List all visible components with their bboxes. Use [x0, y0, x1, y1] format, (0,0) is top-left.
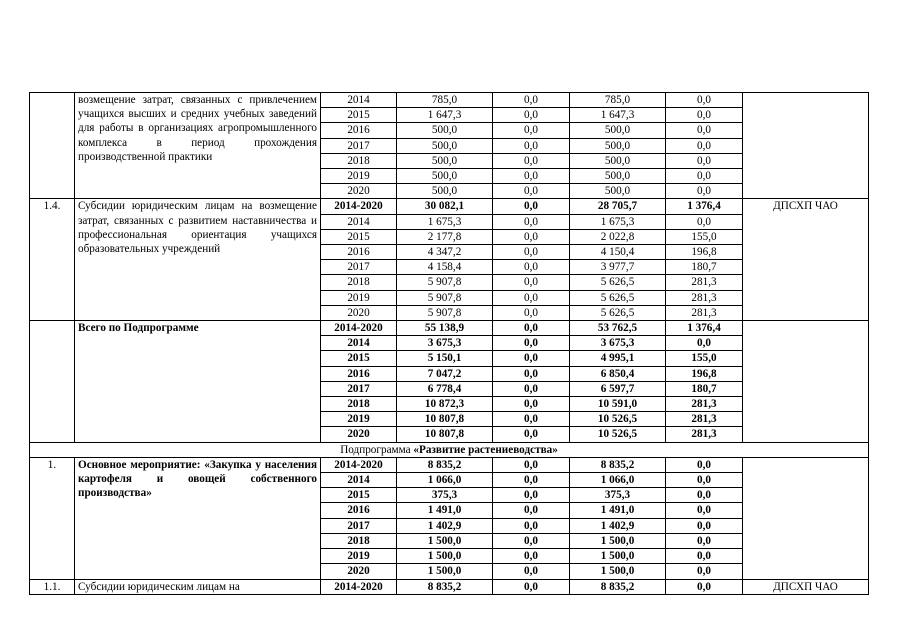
total-cell: 8 835,2 — [397, 457, 493, 472]
total-cell: 1 066,0 — [397, 473, 493, 488]
district-budget-cell: 1 500,0 — [570, 549, 666, 564]
other-sources-cell: 0,0 — [666, 564, 743, 579]
total-cell: 7 047,2 — [397, 366, 493, 381]
federal-budget-cell: 0,0 — [493, 533, 570, 548]
table-row — [30, 457, 869, 472]
district-budget-cell: 5 626,5 — [570, 305, 666, 320]
other-sources-cell: 196,8 — [666, 245, 743, 260]
other-sources-cell: 281,3 — [666, 397, 743, 412]
other-sources-cell: 0,0 — [666, 503, 743, 518]
year-cell: 2019 — [321, 412, 397, 427]
year-cell: 2016 — [321, 503, 397, 518]
total-cell: 1 500,0 — [397, 533, 493, 548]
federal-budget-cell: 0,0 — [493, 321, 570, 336]
other-sources-cell: 0,0 — [666, 138, 743, 153]
total-cell: 500,0 — [397, 184, 493, 199]
total-cell: 1 647,3 — [397, 108, 493, 123]
district-budget-cell: 4 150,4 — [570, 245, 666, 260]
federal-budget-cell: 0,0 — [493, 473, 570, 488]
district-budget-cell: 10 526,5 — [570, 412, 666, 427]
district-budget-cell: 500,0 — [570, 169, 666, 184]
total-cell: 8 835,2 — [397, 579, 493, 594]
district-budget-cell: 10 526,5 — [570, 427, 666, 442]
year-cell: 2015 — [321, 229, 397, 244]
year-cell: 2016 — [321, 366, 397, 381]
other-sources-cell: 0,0 — [666, 184, 743, 199]
executor-cell: ДПСХП ЧАО — [743, 199, 869, 321]
year-cell: 2020 — [321, 305, 397, 320]
district-budget-cell: 53 762,5 — [570, 321, 666, 336]
federal-budget-cell: 0,0 — [493, 108, 570, 123]
other-sources-cell: 0,0 — [666, 336, 743, 351]
federal-budget-cell: 0,0 — [493, 153, 570, 168]
federal-budget-cell: 0,0 — [493, 229, 570, 244]
subprogram-heading-prefix: Подпрограмма — [340, 443, 414, 456]
year-cell: 2015 — [321, 108, 397, 123]
year-cell: 2017 — [321, 518, 397, 533]
federal-budget-cell: 0,0 — [493, 260, 570, 275]
federal-budget-cell: 0,0 — [493, 214, 570, 229]
other-sources-cell: 0,0 — [666, 533, 743, 548]
district-budget-cell: 500,0 — [570, 184, 666, 199]
executor-cell — [743, 457, 869, 579]
other-sources-cell: 1 376,4 — [666, 199, 743, 214]
district-budget-cell: 8 835,2 — [570, 457, 666, 472]
year-cell: 2020 — [321, 184, 397, 199]
total-cell: 4 158,4 — [397, 260, 493, 275]
district-budget-cell: 375,3 — [570, 488, 666, 503]
table-row — [30, 321, 869, 336]
other-sources-cell: 180,7 — [666, 381, 743, 396]
year-cell: 2016 — [321, 245, 397, 260]
other-sources-cell: 0,0 — [666, 93, 743, 108]
total-cell: 375,3 — [397, 488, 493, 503]
district-budget-cell: 1 402,9 — [570, 518, 666, 533]
total-cell: 785,0 — [397, 93, 493, 108]
federal-budget-cell: 0,0 — [493, 199, 570, 214]
year-cell: 2017 — [321, 260, 397, 275]
subprogram-heading — [30, 442, 869, 457]
total-cell: 500,0 — [397, 153, 493, 168]
federal-budget-cell: 0,0 — [493, 245, 570, 260]
executor-cell — [743, 321, 869, 443]
other-sources-cell: 0,0 — [666, 579, 743, 594]
row-number — [30, 93, 75, 199]
other-sources-cell: 281,3 — [666, 412, 743, 427]
federal-budget-cell: 0,0 — [493, 381, 570, 396]
table-row — [30, 93, 869, 108]
year-cell: 2019 — [321, 549, 397, 564]
district-budget-cell: 1 675,3 — [570, 214, 666, 229]
total-cell: 500,0 — [397, 169, 493, 184]
measure-description: Всего по Подпрограмме — [75, 321, 321, 443]
other-sources-cell: 1 376,4 — [666, 321, 743, 336]
budget-table — [29, 92, 869, 595]
district-budget-cell: 1 491,0 — [570, 503, 666, 518]
district-budget-cell: 6 597,7 — [570, 381, 666, 396]
federal-budget-cell: 0,0 — [493, 503, 570, 518]
total-cell: 1 402,9 — [397, 518, 493, 533]
district-budget-cell: 28 705,7 — [570, 199, 666, 214]
total-cell: 5 907,8 — [397, 290, 493, 305]
total-cell: 10 807,8 — [397, 412, 493, 427]
other-sources-cell: 0,0 — [666, 488, 743, 503]
executor-cell: ДПСХП ЧАО — [743, 579, 869, 594]
other-sources-cell: 281,3 — [666, 305, 743, 320]
district-budget-cell: 2 022,8 — [570, 229, 666, 244]
federal-budget-cell: 0,0 — [493, 579, 570, 594]
total-cell: 30 082,1 — [397, 199, 493, 214]
year-cell: 2014-2020 — [321, 321, 397, 336]
federal-budget-cell: 0,0 — [493, 488, 570, 503]
year-cell: 2014-2020 — [321, 199, 397, 214]
other-sources-cell: 281,3 — [666, 427, 743, 442]
measure-description: Субсидии юридическим лицам на возмещение затрат, связанных с развитием наставничества и профессиональная ориентация учащихся образовательных учреждений — [75, 199, 321, 321]
federal-budget-cell: 0,0 — [493, 366, 570, 381]
other-sources-cell: 0,0 — [666, 108, 743, 123]
other-sources-cell: 0,0 — [666, 549, 743, 564]
district-budget-cell: 5 626,5 — [570, 275, 666, 290]
federal-budget-cell: 0,0 — [493, 290, 570, 305]
total-cell: 4 347,2 — [397, 245, 493, 260]
federal-budget-cell: 0,0 — [493, 93, 570, 108]
district-budget-cell: 8 835,2 — [570, 579, 666, 594]
measure-description: Основное мероприятие: «Закупка у населения картофеля и овощей собственного производства» — [75, 457, 321, 579]
federal-budget-cell: 0,0 — [493, 397, 570, 412]
other-sources-cell: 0,0 — [666, 214, 743, 229]
other-sources-cell: 0,0 — [666, 169, 743, 184]
total-cell: 1 500,0 — [397, 549, 493, 564]
year-cell: 2014-2020 — [321, 457, 397, 472]
federal-budget-cell: 0,0 — [493, 138, 570, 153]
table-row — [30, 199, 869, 214]
row-number: 1.1. — [30, 579, 75, 594]
other-sources-cell: 155,0 — [666, 229, 743, 244]
subprogram-heading-name: «Развитие растениеводства» — [413, 443, 558, 456]
district-budget-cell: 1 647,3 — [570, 108, 666, 123]
year-cell: 2014 — [321, 336, 397, 351]
district-budget-cell: 3 977,7 — [570, 260, 666, 275]
total-cell: 500,0 — [397, 123, 493, 138]
total-cell: 3 675,3 — [397, 336, 493, 351]
total-cell: 5 907,8 — [397, 275, 493, 290]
other-sources-cell: 0,0 — [666, 153, 743, 168]
other-sources-cell: 0,0 — [666, 473, 743, 488]
district-budget-cell: 1 500,0 — [570, 533, 666, 548]
federal-budget-cell: 0,0 — [493, 305, 570, 320]
year-cell: 2015 — [321, 351, 397, 366]
federal-budget-cell: 0,0 — [493, 169, 570, 184]
year-cell: 2015 — [321, 488, 397, 503]
district-budget-cell: 500,0 — [570, 123, 666, 138]
other-sources-cell: 0,0 — [666, 518, 743, 533]
total-cell: 10 807,8 — [397, 427, 493, 442]
table-row — [30, 579, 869, 594]
year-cell: 2020 — [321, 427, 397, 442]
year-cell: 2019 — [321, 290, 397, 305]
total-cell: 5 907,8 — [397, 305, 493, 320]
federal-budget-cell: 0,0 — [493, 123, 570, 138]
other-sources-cell: 281,3 — [666, 275, 743, 290]
total-cell: 1 675,3 — [397, 214, 493, 229]
district-budget-cell: 5 626,5 — [570, 290, 666, 305]
federal-budget-cell: 0,0 — [493, 351, 570, 366]
other-sources-cell: 196,8 — [666, 366, 743, 381]
district-budget-cell: 6 850,4 — [570, 366, 666, 381]
total-cell: 55 138,9 — [397, 321, 493, 336]
district-budget-cell: 500,0 — [570, 153, 666, 168]
year-cell: 2014 — [321, 214, 397, 229]
district-budget-cell: 1 066,0 — [570, 473, 666, 488]
year-cell: 2014 — [321, 93, 397, 108]
other-sources-cell: 281,3 — [666, 290, 743, 305]
federal-budget-cell: 0,0 — [493, 336, 570, 351]
row-number — [30, 321, 75, 443]
year-cell: 2018 — [321, 153, 397, 168]
year-cell: 2017 — [321, 381, 397, 396]
year-cell: 2018 — [321, 275, 397, 290]
year-cell: 2018 — [321, 397, 397, 412]
subprogram-heading-row — [30, 442, 869, 457]
measure-description: Субсидии юридическим лицам на — [75, 579, 321, 594]
executor-cell — [743, 93, 869, 199]
year-cell: 2014 — [321, 473, 397, 488]
federal-budget-cell: 0,0 — [493, 564, 570, 579]
year-cell: 2018 — [321, 533, 397, 548]
year-cell: 2016 — [321, 123, 397, 138]
total-cell: 500,0 — [397, 138, 493, 153]
other-sources-cell: 0,0 — [666, 123, 743, 138]
federal-budget-cell: 0,0 — [493, 412, 570, 427]
federal-budget-cell: 0,0 — [493, 427, 570, 442]
row-number: 1.4. — [30, 199, 75, 321]
district-budget-cell: 1 500,0 — [570, 564, 666, 579]
year-cell: 2014-2020 — [321, 579, 397, 594]
total-cell: 2 177,8 — [397, 229, 493, 244]
federal-budget-cell: 0,0 — [493, 518, 570, 533]
federal-budget-cell: 0,0 — [493, 275, 570, 290]
district-budget-cell: 4 995,1 — [570, 351, 666, 366]
other-sources-cell: 180,7 — [666, 260, 743, 275]
total-cell: 6 778,4 — [397, 381, 493, 396]
year-cell: 2017 — [321, 138, 397, 153]
row-number: 1. — [30, 457, 75, 579]
district-budget-cell: 10 591,0 — [570, 397, 666, 412]
total-cell: 10 872,3 — [397, 397, 493, 412]
district-budget-cell: 500,0 — [570, 138, 666, 153]
total-cell: 1 500,0 — [397, 564, 493, 579]
district-budget-cell: 785,0 — [570, 93, 666, 108]
federal-budget-cell: 0,0 — [493, 549, 570, 564]
measure-description: возмещение затрат, связанных с привлечением учащихся высших и средних учебных заведений для работы в организациях агропромышленного комплекса в период прохождения производственной практики — [75, 93, 321, 199]
year-cell: 2019 — [321, 169, 397, 184]
other-sources-cell: 155,0 — [666, 351, 743, 366]
total-cell: 5 150,1 — [397, 351, 493, 366]
district-budget-cell: 3 675,3 — [570, 336, 666, 351]
federal-budget-cell: 0,0 — [493, 184, 570, 199]
other-sources-cell: 0,0 — [666, 457, 743, 472]
year-cell: 2020 — [321, 564, 397, 579]
total-cell: 1 491,0 — [397, 503, 493, 518]
federal-budget-cell: 0,0 — [493, 457, 570, 472]
